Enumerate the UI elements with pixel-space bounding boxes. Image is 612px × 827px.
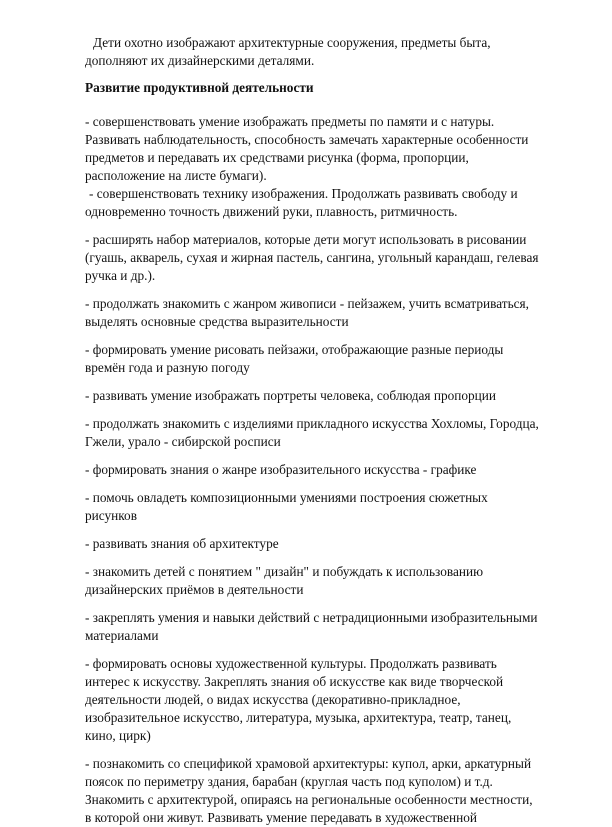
list-item: - расширять набор материалов, которые дети могут использовать в рисовании (гуашь, акварель, сухая и жирная пастель, сангина, угольный карандаш, гелевая ручка и др.).	[85, 232, 539, 283]
list-item: - совершенствовать технику изображения. Продолжать развивать свободу и одновременно точность движений руки, плавность, ритмичность.	[85, 186, 518, 219]
list-item: - развивать знания об архитектуре	[85, 536, 279, 551]
list-item: - знакомить детей с понятием " дизайн" и побуждать к использованию дизайнерских приёмов в деятельности	[85, 564, 484, 597]
list-item: - формировать знания о жанре изобразительного искусства - графике	[85, 462, 477, 477]
list-item: - развивать умение изображать портреты человека, соблюдая пропорции	[85, 388, 497, 403]
list-item: - помочь овладеть композиционными умениями построения сюжетных рисунков	[85, 490, 488, 523]
list-item: - продолжать знакомить с жанром живописи - пейзажем, учить всматриваться, выделять основные средства выразительности	[85, 296, 529, 329]
list-item: - познакомить со спецификой храмовой архитектуры: купол, арки, аркатурный поясок по периметру здания, барабан (круглая часть под куполом) и т.д. Знакомить с архитектурой, опираясь на региональные особенности местности, в которой они живут. Развивать умение передавать в художественной	[85, 756, 533, 825]
list-item: - совершенствовать умение изображать предметы по памяти и с натуры. Развивать наблюдательность, способность замечать характерные особенности предметов и передавать их средствами рисунка (форма, пропорции, расположение на листе бумаги).	[85, 114, 529, 183]
list-item: - формировать основы художественной культуры. Продолжать развивать интерес к искусству. Закреплять знания об искусстве как виде творческой деятельности людей, о видах искусства (декоративно-прикладное, изобразительное искусство, литература, музыка, архитектура, театр, танец, кино, цирк)	[85, 656, 512, 743]
intro-paragraph: Дети охотно изображают архитектурные сооружения, предметы быта, дополняют их дизайнерскими деталями.	[85, 35, 491, 68]
list-item: - формировать умение рисовать пейзажи, отображающие разные периоды времён года и разную погоду	[85, 342, 504, 375]
list-item: - продолжать знакомить с изделиями прикладного искусства Хохломы, Городца, Гжели, урало - сибирской росписи	[85, 416, 539, 449]
section-heading: Развитие продуктивной деятельности	[85, 80, 314, 95]
list-item: - закреплять умения и навыки действий с нетрадиционными изобразительными материалами	[85, 610, 538, 643]
